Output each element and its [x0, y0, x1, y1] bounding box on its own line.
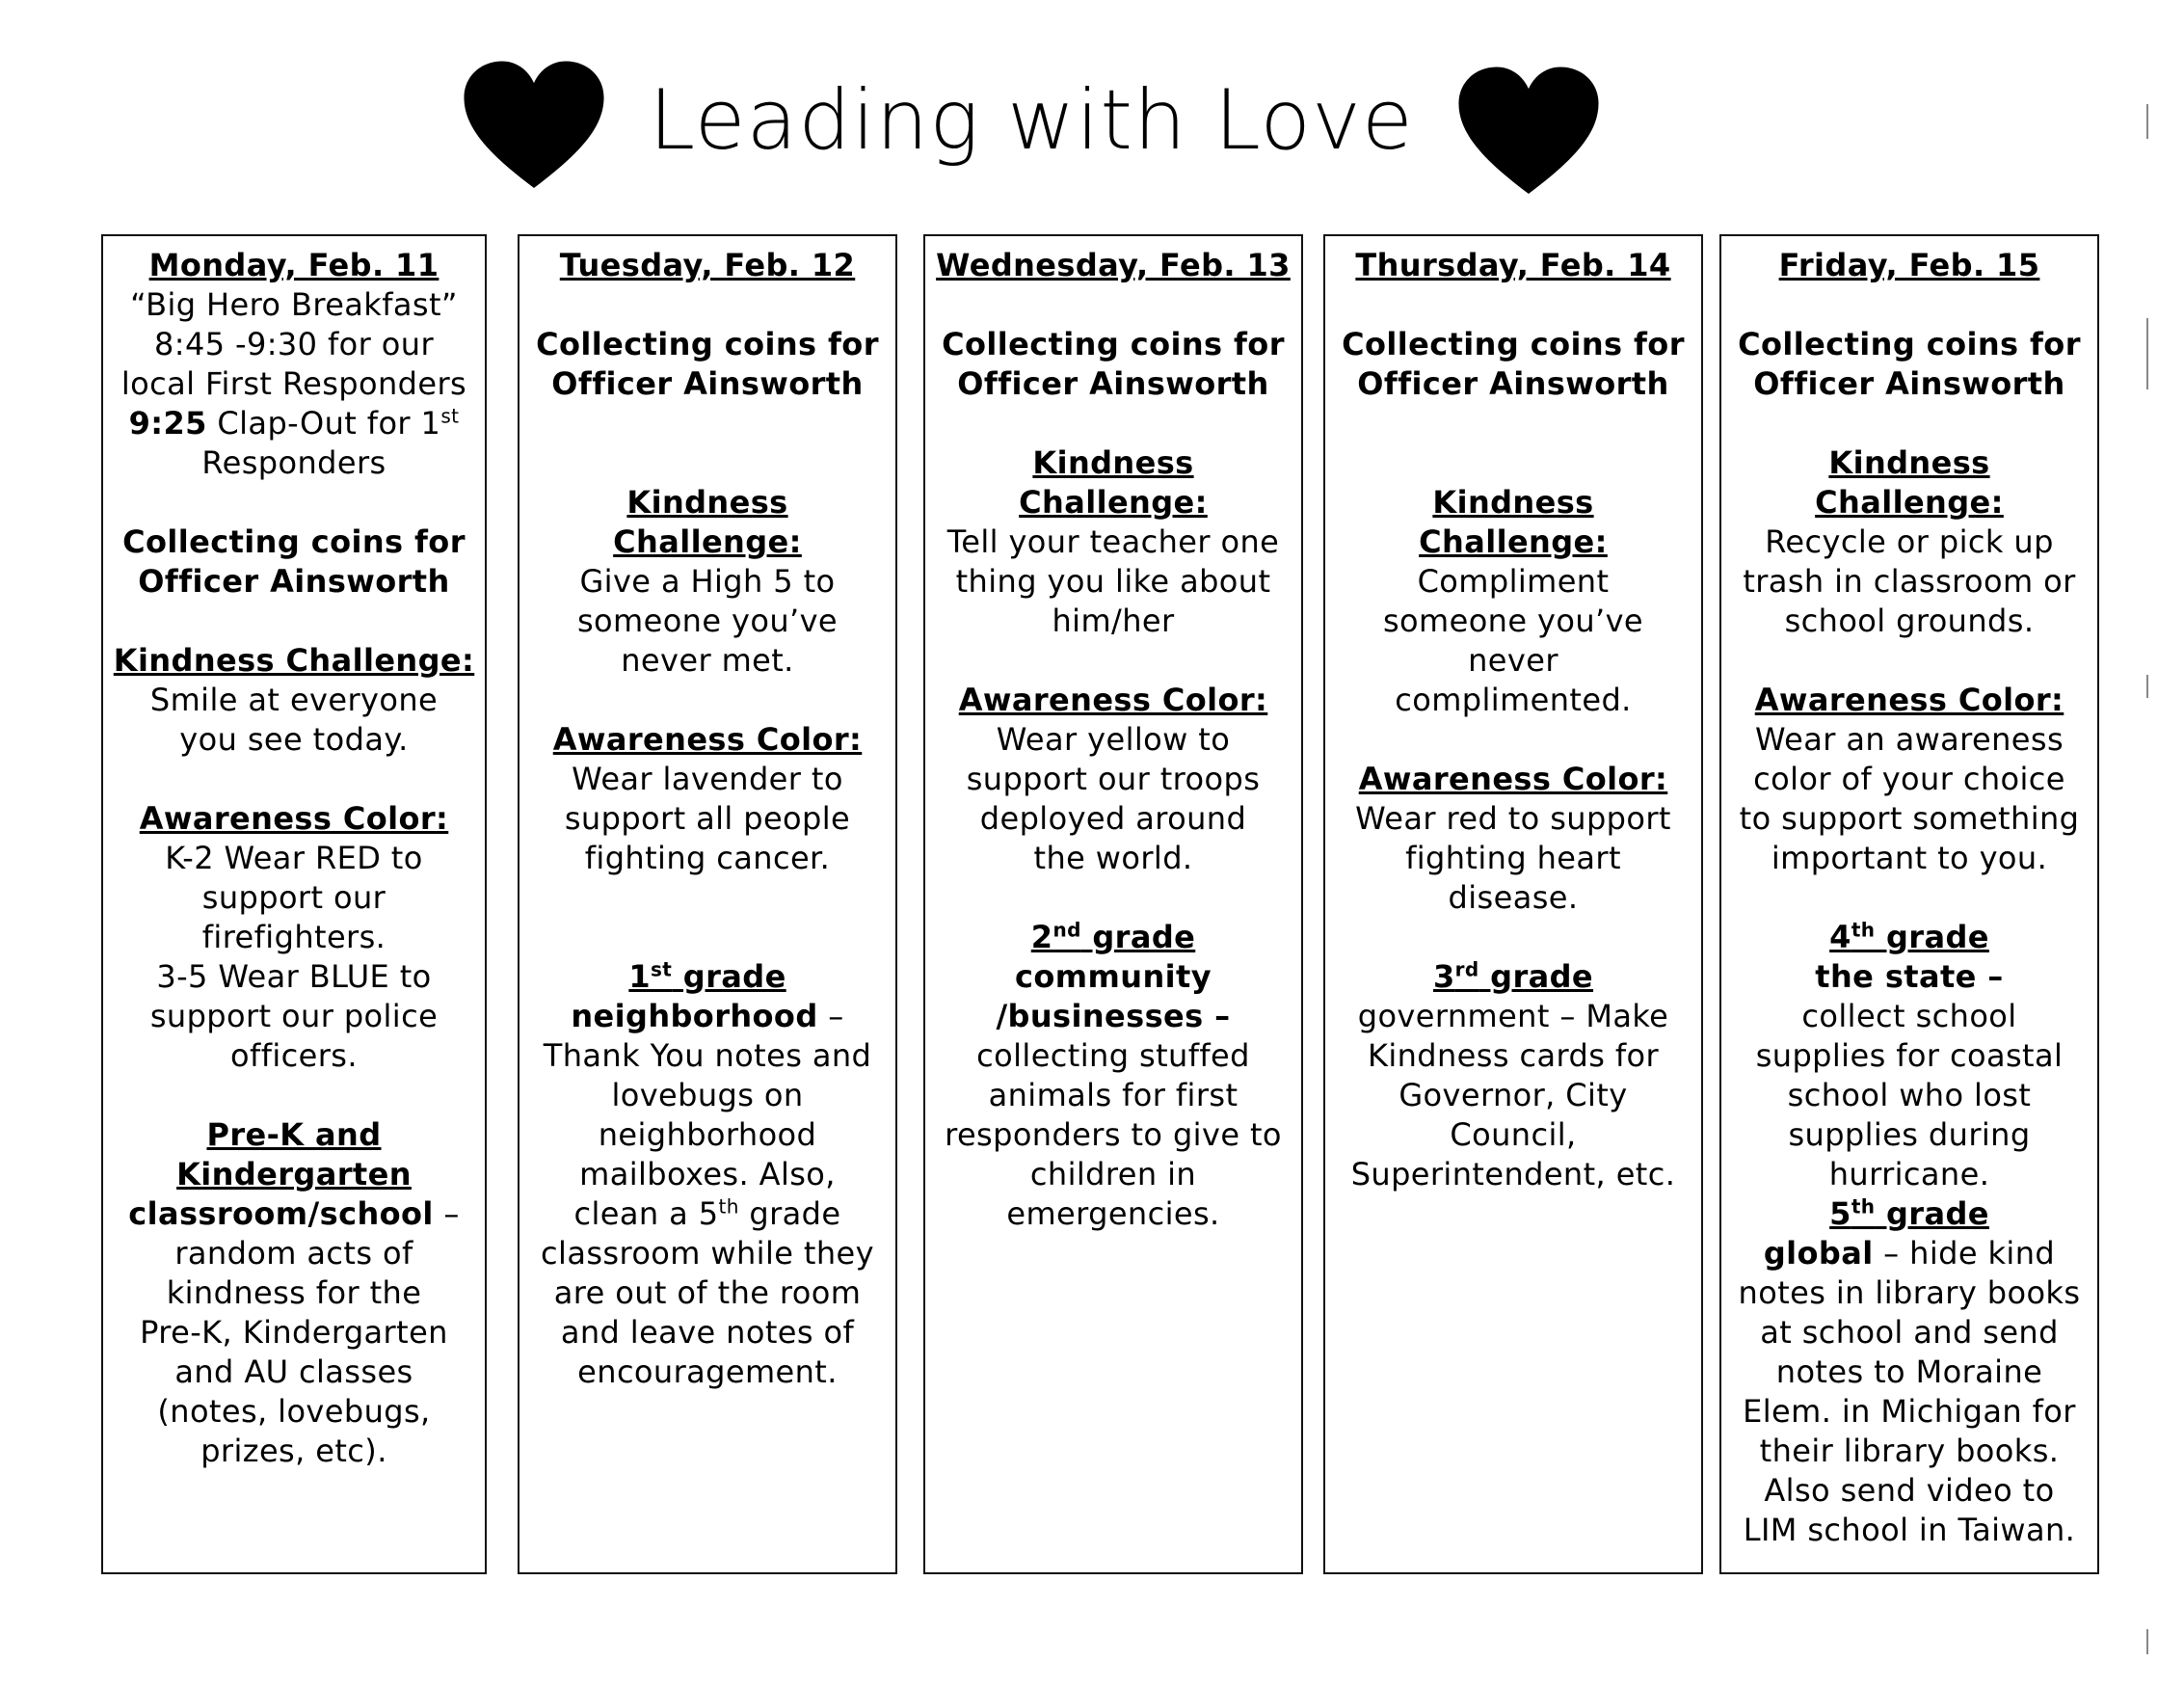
grade-text: and leave notes of	[560, 1314, 855, 1351]
awareness-text: K-2 Wear RED to	[165, 840, 423, 876]
grade-text: supplies for coastal	[1755, 1037, 2064, 1074]
day-heading: Tuesday, Feb. 12	[559, 247, 856, 283]
awareness-text: 3-5 Wear BLUE to	[156, 958, 432, 995]
kindness-text: complimented.	[1395, 682, 1632, 718]
kindness-text: thing you like about	[955, 563, 1271, 600]
grade-text: Governor, City	[1398, 1077, 1628, 1113]
event-name: “Big Hero Breakfast”	[130, 286, 458, 323]
kindness-text: never met.	[621, 642, 794, 679]
awareness-text: support our troops	[966, 761, 1261, 797]
awareness-text: deployed around	[979, 800, 1247, 837]
grade-text: random acts of	[174, 1235, 413, 1272]
awareness-text: to support something	[1739, 800, 2080, 837]
grade-text: (notes, lovebugs,	[157, 1393, 431, 1430]
grade-text: neighborhood	[598, 1116, 817, 1153]
collect-line: Officer Ainsworth	[1753, 365, 2065, 402]
kindness-text: Recycle or pick up	[1765, 523, 2054, 560]
scan-mark	[2146, 1629, 2148, 1654]
grade-text: animals for first	[988, 1077, 1238, 1113]
day-column-tuesday	[518, 234, 897, 1574]
grade-label: 5th grade	[1829, 1194, 1989, 1232]
day-heading: Friday, Feb. 15	[1778, 247, 2040, 283]
collect-line: Officer Ainsworth	[138, 563, 450, 600]
header	[0, 0, 2184, 212]
day-column-monday	[101, 234, 487, 1574]
grade-text: Kindness cards for	[1367, 1037, 1660, 1074]
grade-text: Also send video to	[1764, 1472, 2055, 1509]
awareness-label: Awareness Color:	[552, 721, 863, 758]
grade-label: 4th grade	[1829, 918, 1989, 955]
awareness-text: the world.	[1033, 840, 1193, 876]
event-time: 8:45 -9:30 for our	[154, 326, 434, 362]
grade-text: prizes, etc).	[200, 1433, 387, 1469]
kindness-label: Kindness Challenge:	[113, 642, 475, 679]
kindness-text: never	[1468, 642, 1558, 679]
grade-label: 3rd grade	[1432, 957, 1594, 995]
scan-mark	[2146, 104, 2148, 139]
grade-text: at school and send	[1760, 1314, 2059, 1351]
grade-text: collecting stuffed	[976, 1037, 1250, 1074]
awareness-text: firefighters.	[201, 919, 386, 955]
kindness-text: someone you’ve	[1382, 603, 1644, 639]
grade-text: clean a 5th grade	[573, 1194, 841, 1232]
grade-label: 1st grade	[628, 957, 786, 995]
collect-line: Collecting coins for	[1738, 326, 2081, 362]
kindness-text: trash in classroom or	[1743, 563, 2076, 600]
awareness-text: fighting cancer.	[584, 840, 831, 876]
day-column-thursday	[1323, 234, 1703, 1574]
awareness-text: Wear yellow to	[996, 721, 1231, 758]
kindness-label: Kindness Challenge:	[1815, 444, 2004, 521]
grade-text: children in	[1029, 1156, 1197, 1192]
kindness-label: Kindness Challenge:	[1419, 484, 1608, 560]
awareness-text: disease.	[1448, 879, 1579, 916]
heart-icon	[461, 60, 607, 191]
grade-text: Elem. in Michigan for	[1743, 1393, 2076, 1430]
grade-text: classroom while they	[541, 1235, 874, 1272]
grade-text: notes to Moraine	[1775, 1353, 2043, 1390]
collect-line: Collecting coins for	[942, 326, 1285, 362]
grade-text: hurricane.	[1828, 1156, 1990, 1192]
grade-focus: /businesses –	[996, 998, 1231, 1034]
page-title: Leading with Love	[649, 72, 1414, 169]
scan-mark	[2146, 675, 2148, 698]
grade-text: Pre-K, Kindergarten	[140, 1314, 448, 1351]
awareness-text: Wear red to support	[1355, 800, 1671, 837]
kindness-text: you see today.	[179, 721, 409, 758]
day-heading: Monday, Feb. 11	[148, 247, 439, 283]
awareness-label: Awareness Color:	[1358, 761, 1668, 797]
awareness-text: color of your choice	[1753, 761, 2065, 797]
collect-line: Collecting coins for	[1342, 326, 1685, 362]
grade-text: and AU classes	[174, 1353, 413, 1390]
grade-text: encouragement.	[577, 1353, 838, 1390]
collect-line: Collecting coins for	[536, 326, 879, 362]
grade-text: notes in library books	[1738, 1274, 2081, 1311]
scan-mark	[2146, 318, 2148, 389]
kindness-text: Compliment	[1417, 563, 1610, 600]
grade-focus: community	[1015, 958, 1212, 995]
awareness-text: support all people	[564, 800, 851, 837]
grade-label: Kindergarten	[176, 1156, 412, 1192]
kindness-text: someone you’ve	[576, 603, 839, 639]
clap-out-tail: Responders	[201, 444, 386, 481]
day-heading: Wednesday, Feb. 13	[936, 247, 1291, 283]
grade-focus: classroom/school –	[128, 1195, 460, 1232]
grade-text: school who lost	[1787, 1077, 2032, 1113]
collect-line: Officer Ainsworth	[1357, 365, 1669, 402]
awareness-text: Wear an awareness	[1754, 721, 2064, 758]
collect-line: Collecting coins for	[122, 523, 466, 560]
kindness-text: Give a High 5 to	[579, 563, 836, 600]
heart-icon	[1455, 66, 1602, 197]
grade-focus: the state –	[1815, 958, 2004, 995]
awareness-label: Awareness Color:	[1754, 682, 2064, 718]
grade-text: lovebugs on	[611, 1077, 804, 1113]
kindness-text: him/her	[1052, 603, 1175, 639]
awareness-text: Wear lavender to	[572, 761, 843, 797]
grade-text: responders to give to	[945, 1116, 1282, 1153]
kindness-text: Tell your teacher one	[946, 523, 1280, 560]
grade-focus: global – hide kind	[1763, 1235, 2056, 1272]
kindness-label: Kindness Challenge:	[1019, 444, 1208, 521]
day-column-friday	[1719, 234, 2099, 1574]
grade-text: emergencies.	[1006, 1195, 1220, 1232]
collect-line: Officer Ainsworth	[551, 365, 864, 402]
awareness-label: Awareness Color:	[139, 800, 449, 837]
grade-text: their library books.	[1759, 1433, 2060, 1469]
grade-text: mailboxes. Also,	[579, 1156, 836, 1192]
grade-text: supplies during	[1788, 1116, 2031, 1153]
day-heading: Thursday, Feb. 14	[1355, 247, 1671, 283]
awareness-text: important to you.	[1771, 840, 2048, 876]
grade-text: government – Make	[1357, 998, 1669, 1034]
grade-text: Superintendent, etc.	[1350, 1156, 1676, 1192]
awareness-text: support our	[201, 879, 386, 916]
grade-text: are out of the room	[553, 1274, 862, 1311]
collect-line: Officer Ainsworth	[957, 365, 1269, 402]
event-desc: local First Responders	[120, 365, 467, 402]
awareness-text: officers.	[230, 1037, 358, 1074]
kindness-text: school grounds.	[1784, 603, 2035, 639]
grade-label: 2nd grade	[1030, 918, 1196, 955]
grade-text: LIM school in Taiwan.	[1743, 1512, 2076, 1548]
kindness-label: Kindness Challenge:	[613, 484, 802, 560]
grade-text: Thank You notes and	[543, 1037, 872, 1074]
awareness-label: Awareness Color:	[958, 682, 1268, 718]
grade-text: kindness for the	[166, 1274, 422, 1311]
grade-text: collect school	[1801, 998, 2017, 1034]
grade-label: Pre-K and	[206, 1116, 382, 1153]
clap-out-line: 9:25 Clap-Out for 1st	[128, 404, 460, 442]
grade-text: Council,	[1450, 1116, 1577, 1153]
day-column-wednesday	[923, 234, 1303, 1574]
awareness-text: support our police	[149, 998, 439, 1034]
kindness-text: Smile at everyone	[149, 682, 439, 718]
awareness-text: fighting heart	[1405, 840, 1621, 876]
grade-focus: neighborhood –	[571, 998, 844, 1034]
